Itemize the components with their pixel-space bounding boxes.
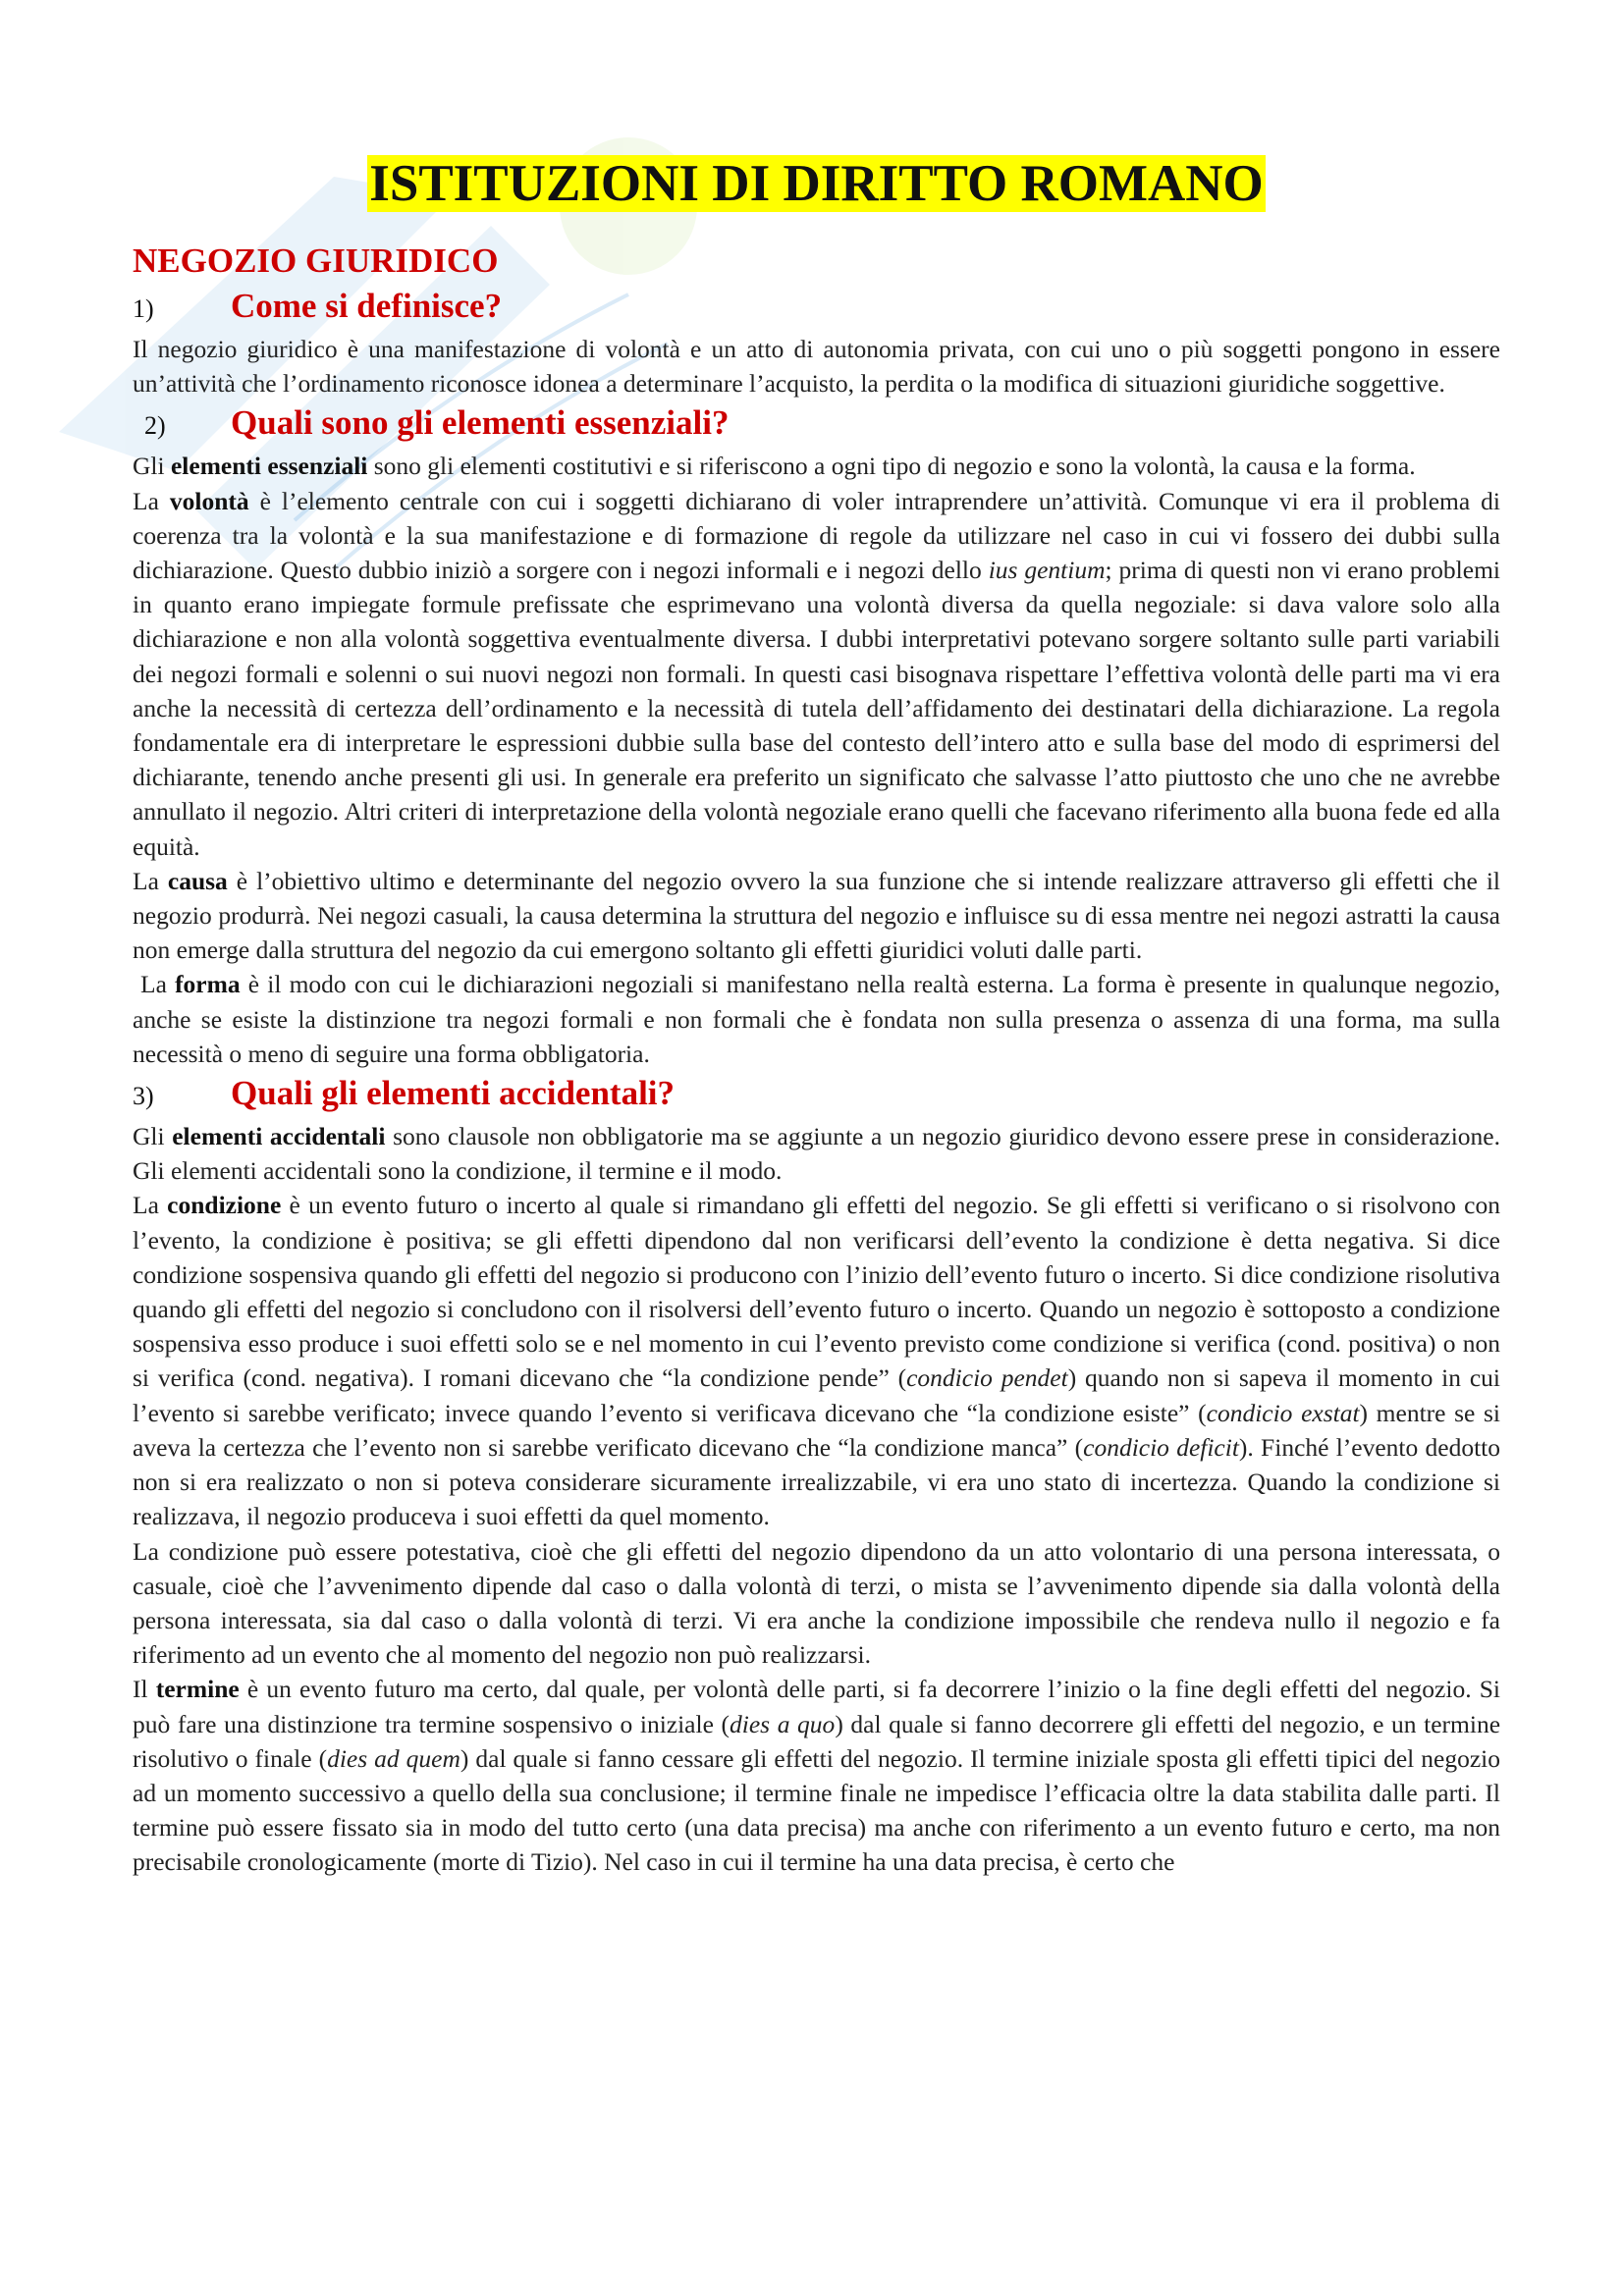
section-title: NEGOZIO GIURIDICO — [133, 241, 499, 280]
question-3-heading — [133, 1071, 1500, 1119]
question-number: 1) — [133, 294, 154, 323]
question-number: 3) — [133, 1082, 154, 1111]
paragraph: Gli elementi accidentali sono clausole non obbligatorie ma se aggiunte a un negozio giuridico devono essere prese in considerazione. Gli elementi accidentali sono la condizione, il termine e il modo. — [133, 1122, 1500, 1186]
document-page — [133, 152, 1500, 1880]
paragraph: La forma è il modo con cui le dichiarazioni negoziali si manifestano nella realtà esterna. La forma è presente in qualunque negozio, anche se esiste la distinzione tra negozi formali e non formali che è fondata non sulla presenza o assenza di una forma, ma sulla necessità o meno di seguire una forma obbligatoria. — [133, 970, 1500, 1068]
paragraph: Il negozio giuridico è una manifestazione di volontà e un atto di autonomia privata, con cui uno o più soggetti pongono in essere un’attività che l’ordinamento riconosce idonea a determinare l’acquisto, la perdita o la modifica di situazioni giuridiche soggettive. — [133, 335, 1500, 399]
question-number: 2) — [144, 411, 166, 441]
question-2-heading — [133, 400, 1500, 449]
paragraph: La condizione può essere potestativa, cioè che gli effetti del negozio dipendono da un atto volontario di una persona interessata, o casuale, cioè che l’avvenimento dipende dal caso o dalla volontà di terzi, o mista se l’avvenimento dipende sia dalla volontà della persona interessata, sia dal caso o dalla volontà di terzi. Vi era anche la condizione impossibile che rendeva nullo il negozio e fa riferimento ad un evento che al momento del negozio non può realizzarsi. — [133, 1536, 1500, 1670]
document-title: ISTITUZIONI DI DIRITTO ROMANO — [369, 155, 1264, 212]
paragraph: Gli elementi essenziali sono gli elementi costitutivi e si riferiscono a ogni tipo di negozio e sono la volontà, la causa e la forma. — [133, 452, 1416, 481]
question-title: Quali sono gli elementi essenziali? — [231, 403, 730, 443]
paragraph: La condizione è un evento futuro o incerto al quale si rimandano gli effetti del negozio. Se gli effetti si verificano o si risolvono con l’evento, la condizione è positiva; se gli effetti dipendono dal non verificarsi dell’evento la condizione è detta negativa. Si dice condizione sospensiva quando gli effetti del negozio si producono con l’inizio dell’evento futuro o incerto. Si dice condizione risolutiva quando gli effetti del negozio si concludono con il risolversi dell’evento futuro o incerto. Quando un negozio è sottoposto a condizione sospensiva esso produce i suoi effetti solo se e nel momento in cui l’evento previsto come condizione si verifica (cond. positiva) o non si verifica (cond. negativa). I romani dicevano che “la condizione pende” (condicio pendet) quando non si sapeva il momento in cui l’evento si sarebbe verificato; invece quando l’evento si verificava dicevano che “la condizione esiste” (condicio exstat) mentre se si aveva la certezza che l’evento non si sarebbe verificato dicevano che “la condizione manca” (condicio deficit). Finché l’evento dedotto non si era realizzato o non si poteva considerare sicuramente irrealizzabile, vi era uno stato di incertezza. Quando la condizione si realizzava, il negozio produceva i suoi effetti da quel momento. — [133, 1191, 1501, 1531]
question-title: Come si definisce? — [231, 287, 503, 325]
paragraph: La volontà è l’elemento centrale con cui i soggetti dichiarano di voler intraprendere un’attività. Comunque vi era il problema di coerenza tra la volontà e la sua manifestazione e di formazione di regole da utilizzare nel caso in cui vi fossero dei dubbi sulla dichiarazione. Questo dubbio iniziò a sorgere con i negozi informali e i negozi dello ius gentium; prima di questi non vi erano problemi in quanto erano impiegate formule prefissate che esprimevano una volontà diversa da quella negoziale: si dava valore solo alla dichiarazione e non alla volontà soggettiva eventualmente diversa. I dubbi interpretativi potevano sorgere soltanto sulle parti variabili dei negozi formali e solenni o sui nuovi negozi non formali. In questi casi bisognava rispettare l’effettiva volontà delle parti ma vi era anche la necessità di certezza dell’ordinamento e la necessità di tutela dell’affidamento dei destinatari della dichiarazione. La regola fondamentale era di interpretare le espressioni dubbie sulla base del contesto dell’intero atto e sulla base del modo di esprimersi del dichiarante, tenendo anche presenti gli usi. In generale era preferito un significato che salvasse l’atto piuttosto che uno che ne avrebbe annullato il negozio. Altri criteri di interpretazione della volontà negoziale erano quelli che facevano riferimento alla buona fede ed alla equità. — [133, 486, 1501, 861]
question-title: Quali gli elementi accidentali? — [231, 1074, 676, 1113]
paragraph: Il termine è un evento futuro ma certo, dal quale, per volontà delle parti, si fa decorrere l’inizio o la fine degli effetti del negozio. Si può fare una distinzione tra termine sospensivo o iniziale (dies a quo) dal quale si fanno decorrere gli effetti del negozio, e un termine risolutivo o finale (dies ad quem) dal quale si fanno cessare gli effetti del negozio. Il termine iniziale sposta gli effetti tipici del negozio ad un momento successivo a quello della sua conclusione; il termine finale ne impedisce l’efficacia oltre la data stabilita dalle parti. Il termine può essere fissato sia in modo del tutto certo (una data precisa) ma anche con riferimento a un evento futuro e certo, ma non precisabile cronologicamente (morte di Tizio). Nel caso in cui il termine ha una data precisa, è certo che — [133, 1675, 1501, 1877]
paragraph: La causa è l’obiettivo ultimo e determinante del negozio ovvero la sua funzione che si intende realizzare attraverso gli effetti che il negozio produrrà. Nei negozi casuali, la causa determina la struttura del negozio e influisce su di essa mentre nei negozi astratti la causa non emerge dalla struttura del negozio da cui emergono soltanto gli effetti giuridici voluti dalle parti. — [133, 866, 1500, 965]
question-1-heading — [133, 284, 1500, 332]
